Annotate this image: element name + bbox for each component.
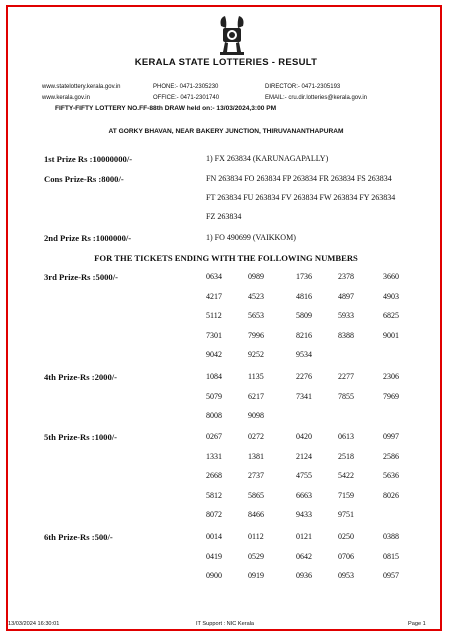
winning-number: 2586 [383, 451, 399, 461]
winning-number: 9042 [206, 350, 222, 360]
winning-number: 8466 [248, 510, 264, 520]
winning-number: 6217 [248, 391, 264, 401]
winning-number: 5653 [248, 311, 264, 321]
winning-number: 7996 [248, 330, 264, 340]
first-prize-winner: 1) FX 263834 (KARUNAGAPALLY) [206, 154, 329, 163]
winning-number: 0388 [383, 532, 399, 541]
section-heading: FOR THE TICKETS ENDING WITH THE FOLLOWING NUMBERS [94, 253, 358, 263]
winning-number: 1381 [248, 451, 264, 461]
winning-number: 8072 [206, 510, 222, 520]
winning-number: 7159 [338, 490, 354, 500]
winning-number: 0420 [296, 432, 312, 441]
winning-number: 5422 [338, 471, 354, 481]
winning-number: 0419 [206, 551, 222, 561]
winning-number: 2378 [338, 272, 354, 281]
winning-number: 0112 [248, 532, 264, 541]
winning-number: 9534 [296, 350, 312, 360]
winning-number: 0267 [206, 432, 222, 441]
website-link-2[interactable]: www.kerala.gov.in [42, 95, 90, 101]
winning-number: 8026 [383, 490, 399, 500]
winning-number: 1736 [296, 272, 312, 281]
prize-tier-label: 6th Prize-Rs :500/- [44, 532, 113, 542]
winning-number: 0997 [383, 432, 399, 441]
winning-number: 4903 [383, 291, 399, 301]
page-title: KERALA STATE LOTTERIES - RESULT [134, 57, 318, 68]
website-link[interactable]: www.statelottery.kerala.gov.in [42, 84, 121, 90]
prize-tier-label: 3rd Prize-Rs :5000/- [44, 272, 118, 282]
winning-number: 0272 [248, 432, 264, 441]
kerala-state-emblem-icon [217, 14, 247, 56]
first-prize-label: 1st Prize Rs :10000000/- [44, 154, 133, 164]
winning-number: 2306 [383, 372, 399, 381]
winning-number: 1135 [248, 372, 264, 381]
winning-number: 2124 [296, 451, 312, 461]
winning-number: 0706 [338, 551, 354, 561]
winning-number: 4897 [338, 291, 354, 301]
winning-number: 0919 [248, 571, 264, 581]
winning-number: 6663 [296, 490, 312, 500]
cons-prize-line: FZ 263834 [206, 212, 242, 221]
cons-prize-line: FN 263834 FO 263834 FP 263834 FR 263834 FS 263834 [206, 174, 392, 183]
winning-number: 4523 [248, 291, 264, 301]
winning-number: 4217 [206, 291, 222, 301]
winning-number: 2737 [248, 471, 264, 481]
office-number: OFFICE:- 0471-2301740 [153, 95, 220, 101]
winning-number: 9098 [248, 411, 264, 421]
draw-info: FIFTY-FIFTY LOTTERY NO.FF-88th DRAW held on:- 13/03/2024,3:00 PM [55, 105, 277, 112]
venue-line: AT GORKY BHAVAN, NEAR BAKERY JUNCTION, THIRUVANANTHAPURAM [108, 128, 344, 135]
winning-number: 0529 [248, 551, 264, 561]
winning-number: 5933 [338, 311, 354, 321]
winning-number: 7855 [338, 391, 354, 401]
winning-number: 5079 [206, 391, 222, 401]
winning-number: 2518 [338, 451, 354, 461]
winning-number: 4755 [296, 471, 312, 481]
winning-number: 5809 [296, 311, 312, 321]
winning-number: 8388 [338, 330, 354, 340]
email-address[interactable]: EMAIL:- cru.dir.lotteries@kerala.gov.in [265, 95, 368, 101]
winning-number: 8008 [206, 411, 222, 421]
cons-prize-line: FT 263834 FU 263834 FV 263834 FW 263834 FY 263834 [206, 193, 396, 202]
winning-number: 9252 [248, 350, 264, 360]
winning-number: 3660 [383, 272, 399, 281]
prize-tier-label: 5th Prize-Rs :1000/- [44, 432, 118, 442]
winning-number: 9001 [383, 330, 399, 340]
winning-number: 0957 [383, 571, 399, 581]
winning-number: 7969 [383, 391, 399, 401]
winning-number: 7341 [296, 391, 312, 401]
winning-number: 8216 [296, 330, 312, 340]
winning-number: 0936 [296, 571, 312, 581]
winning-number: 5865 [248, 490, 264, 500]
cons-prize-label: Cons Prize-Rs :8000/- [44, 174, 124, 184]
winning-number: 1331 [206, 451, 222, 461]
prize-tier-label: 4th Prize-Rs :2000/- [44, 372, 118, 382]
winning-number: 0250 [338, 532, 354, 541]
winning-number: 0953 [338, 571, 354, 581]
winning-number: 1084 [206, 372, 222, 381]
winning-number: 9433 [296, 510, 312, 520]
winning-number: 6825 [383, 311, 399, 321]
winning-number: 5636 [383, 471, 399, 481]
winning-number: 2276 [296, 372, 312, 381]
footer-support: IT Support : NIC Kerala [196, 621, 255, 627]
winning-number: 0989 [248, 272, 264, 281]
phone-number: PHONE:- 0471-2305230 [153, 84, 219, 90]
footer-timestamp: 13/03/2024 16:30:01 [8, 621, 60, 627]
winning-number: 0121 [296, 532, 312, 541]
winning-number: 0014 [206, 532, 222, 541]
winning-number: 2277 [338, 372, 354, 381]
winning-number: 5112 [206, 311, 222, 321]
winning-number: 0634 [206, 272, 222, 281]
second-prize-winner: 1) FO 490699 (VAIKKOM) [206, 233, 296, 242]
winning-number: 2668 [206, 471, 222, 481]
second-prize-label: 2nd Prize Rs :1000000/- [44, 233, 132, 243]
winning-number: 7301 [206, 330, 222, 340]
winning-number: 9751 [338, 510, 354, 520]
winning-number: 0613 [338, 432, 354, 441]
winning-number: 4816 [296, 291, 312, 301]
footer-page-number: Page 1 [408, 621, 426, 627]
winning-number: 5812 [206, 490, 222, 500]
winning-number: 0642 [296, 551, 312, 561]
director-number: DIRECTOR:- 0471-2305193 [265, 84, 341, 90]
winning-number: 0815 [383, 551, 399, 561]
winning-number: 0900 [206, 571, 222, 581]
